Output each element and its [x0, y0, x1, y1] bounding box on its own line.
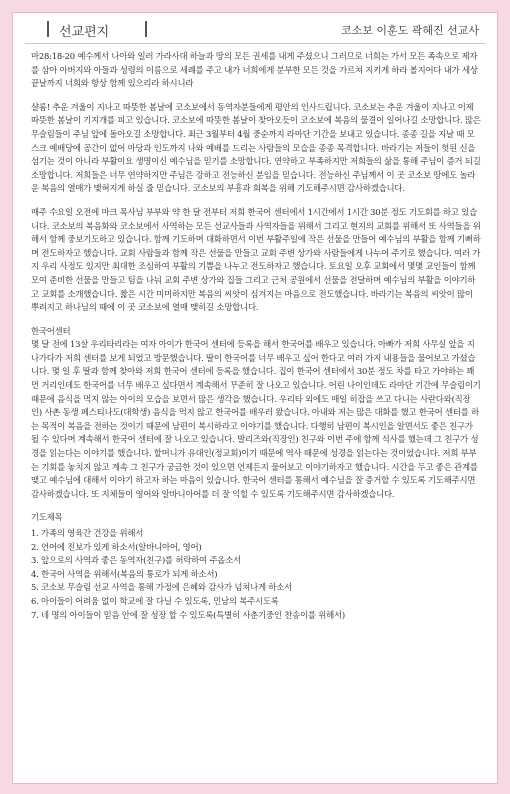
title-bar-right — [145, 21, 147, 37]
title-bar-left — [47, 21, 49, 37]
letter-header — [25, 13, 485, 44]
prayer-item: 5. 코소보 무슬림 선교 사역을 통해 가정에 은혜와 감사가 넘쳐나게 하소서 — [31, 582, 293, 593]
paragraph-greeting: 샬롬! 추운 겨울이 지나고 따뜻한 봄날에 코소보에서 동역자분들에게 평안의 인사드립니다. 코소보는 추운 겨울이 지나고 이제 따뜻한 봄날이 기지개를 피고 있습니다. 코소보에 따뜻한 봄날이 찾아오듯이 코소보에 복음의 물결이 일어나길 소망합니다. 많은 무슬림들이 주님 앞에 돌아오길 소망합니다. 최근 3월부터 4월 중순까지 라마단 기간을 보내고 있습니다. 종종 길을 지날 때 모스크 예배당에 공간이 없어 마당과 인도까지 나와 예배를 드리는 사람들의 모습을 종종 목격합니다. 바라기는 저들이 헛된 신을 섬기는 것이 아니라 부활이요 생명이신 예수님을 믿기를 소망합니다. 연약하고 부족하지만 저희들의 삶을 통해 주님이 증거 되길 소망합니다. 저희들은 너무 연약하지만 주님은 강하고 전능하신 분임을 믿습니다. 전능하신 주님께서 이 곳 코소보 땅에도 놀라운 복음의 열매가 맺혀지게 하실 줄 믿습니다. 코소보의 부흥과 회복을 위해 기도해주시면 감사하겠습니다. — [31, 101, 481, 194]
letter-title: 선교편지 — [59, 25, 110, 40]
prayer-item: 1. 가족의 영육간 건강을 위해서 — [31, 528, 144, 538]
prayer-item: 7. 네 명의 아이들이 믿음 안에 잘 성장 할 수 있도록(특별히 사춘기중인 찬송이를 위해서) — [31, 609, 345, 620]
prayer-list — [31, 527, 481, 622]
center-section-title: 한국어센터 — [31, 325, 71, 336]
paragraph-prayer-meeting: 매주 수요일 오전에 마크 목사님 부부와 약 한 달 전부터 저희 한국어 센터에서 1시간에서 1시간 30분 정도 기도회를 하고 있습니다. 코소보의 복음화와 코소보에서 사역하는 모든 선교사들과 사역자들을 위해서 그리고 현지의 교회를 위해서 또 사역들을 위해서 함께 중보기도하고 있습니다. 함께 기도하며 대화하면서 이번 부활주일에 작은 선물을 만들어 예수님의 부활을 함께 기뻐하며 전도하자고 했습니다. 교회 사람들과 함께 작은 선물을 만들고 교회 주변 상가와 사람들에게 나누어 주기로 했습니다. 여러 가지 우리 사정도 있지만 최대한 조심하여 부활의 기쁨을 나누고 전도하자고 했습니다. 토요일 오후 교회에서 몇몇 교인들이 함께 모여 준비한 선물을 만들고 팀을 나눠 교회 주변 상가와 집들 그리고 근처 공원에서 선물을 전달하며 예수님의 부활을 이야기하고 교회를 소개했습니다. 짧은 시간 미미하지만 복음의 씨앗이 심겨지는 마음으로 전도했습니다. 바라기는 복음의 씨앗이 많이 뿌려지고 하나님의 때에 이 곳 코소보에 열매 맺히길 소망합니다. — [31, 206, 481, 313]
prayer-item: 4. 한국어 사역을 위해서(복음의 통로가 되게 하소서) — [31, 568, 218, 579]
letter-author: 코소보 이훈도 곽혜진 선교사 — [340, 24, 479, 37]
center-section-body: 몇 달 전에 13살 우리타리라는 여자 아이가 한국어 센터에 등록을 해서 한국어를 배우고 있습니다. 아빠가 저희 사무실 앞을 지나가다가 저희 센터를 보게 되었고 방문했습니다. 딸이 한국어를 너무 배우고 싶어 한다고 여러 가지 내용들을 물어보고 가셨습니다. 몇 일 후 딸과 함께 찾아와 저희 한국어 센터에 등록을 했습니다. 집이 한국어 센터에서 30분 정도 차를 타고 가야하는 꽤 먼 거리인데도 한국어를 너무 배우고 싶다면서 계속해서 꾸준히 잘 나오고 있습니다. 어린 나이인데도 라마단 기간에 무슬림이기 때문에 음식을 먹지 않는 아이의 모습을 보면서 많은 생각을 했습니다. 우리타 외에도 매일 히잡을 쓰고 다니는 사란다와(직장인) 사촌 동생 페스티나도(대학생) 음식을 먹지 않고 한국어를 배우러 왔습니다. 아내와 저는 많은 대화를 했고 한국어 센터를 하는 목적이 복음을 전하는 것이기 때문에 남편이 복시하라고 이야기를 했습니다. 다행히 남편이 복시인을 알면서도 좋은 친구가 될 수 있다며 계속해서 한국어 센터에 잘 나오고 있습니다. 발리즈와(직장인) 친구와 이번 주에 함께 식사를 했는데 그 친구가 성경을 읽는다는 이야기를 했습니다. 할머니가 유대인(정교회)이기 때문에 역사 때문에 성경을 읽는다는 것이었습니다. 저희 부부는 기회를 놓치지 않고 계속 그 친구가 궁금한 것이 있으면 언제든지 물어보고 이야기하자고 했습니다. 시간을 두고 좋은 관계를 맺고 예수님에 대해서 이야기 하고자 하는 마음이 있습니다. 한국어 센터를 통해서 예수님을 잘 증거할 수 있도록 기도해주시면 감사하겠습니다. 또 지체들이 영어와 알바니아어를 더 잘 익힐 수 있도록 기도해주시면 감사하겠습니다. — [31, 339, 481, 499]
prayer-item: 3. 앞으로의 사역과 좋은 동역자(친구)를 허락하여 주옵소서 — [31, 555, 241, 566]
bible-verse: 마28:18-20 예수께서 나아와 일러 가라사대 하늘과 땅의 모든 권세를 내게 주셨으니 그러므로 너희는 가서 모든 족속으로 제자를 삼아 아버지와 아들과 성령의 이름으로 세례를 주고 내가 너희에게 분부한 모든 것을 가르쳐 지키게 하라 볼지어다 내가 세상 끝날까지 너희와 항상 함께 있으리라 하시니라 — [31, 51, 478, 89]
letter-content — [13, 44, 497, 622]
letter-page — [12, 12, 498, 784]
prayer-section-title: 기도제목 — [31, 512, 63, 523]
prayer-item: 2. 언어에 진보가 있게 하소서(알바니아어, 영어) — [31, 541, 202, 552]
prayer-item: 6. 아이들이 어려움 없이 학교에 잘 다닐 수 있도록, 민남의 복주시도록 — [31, 595, 279, 606]
